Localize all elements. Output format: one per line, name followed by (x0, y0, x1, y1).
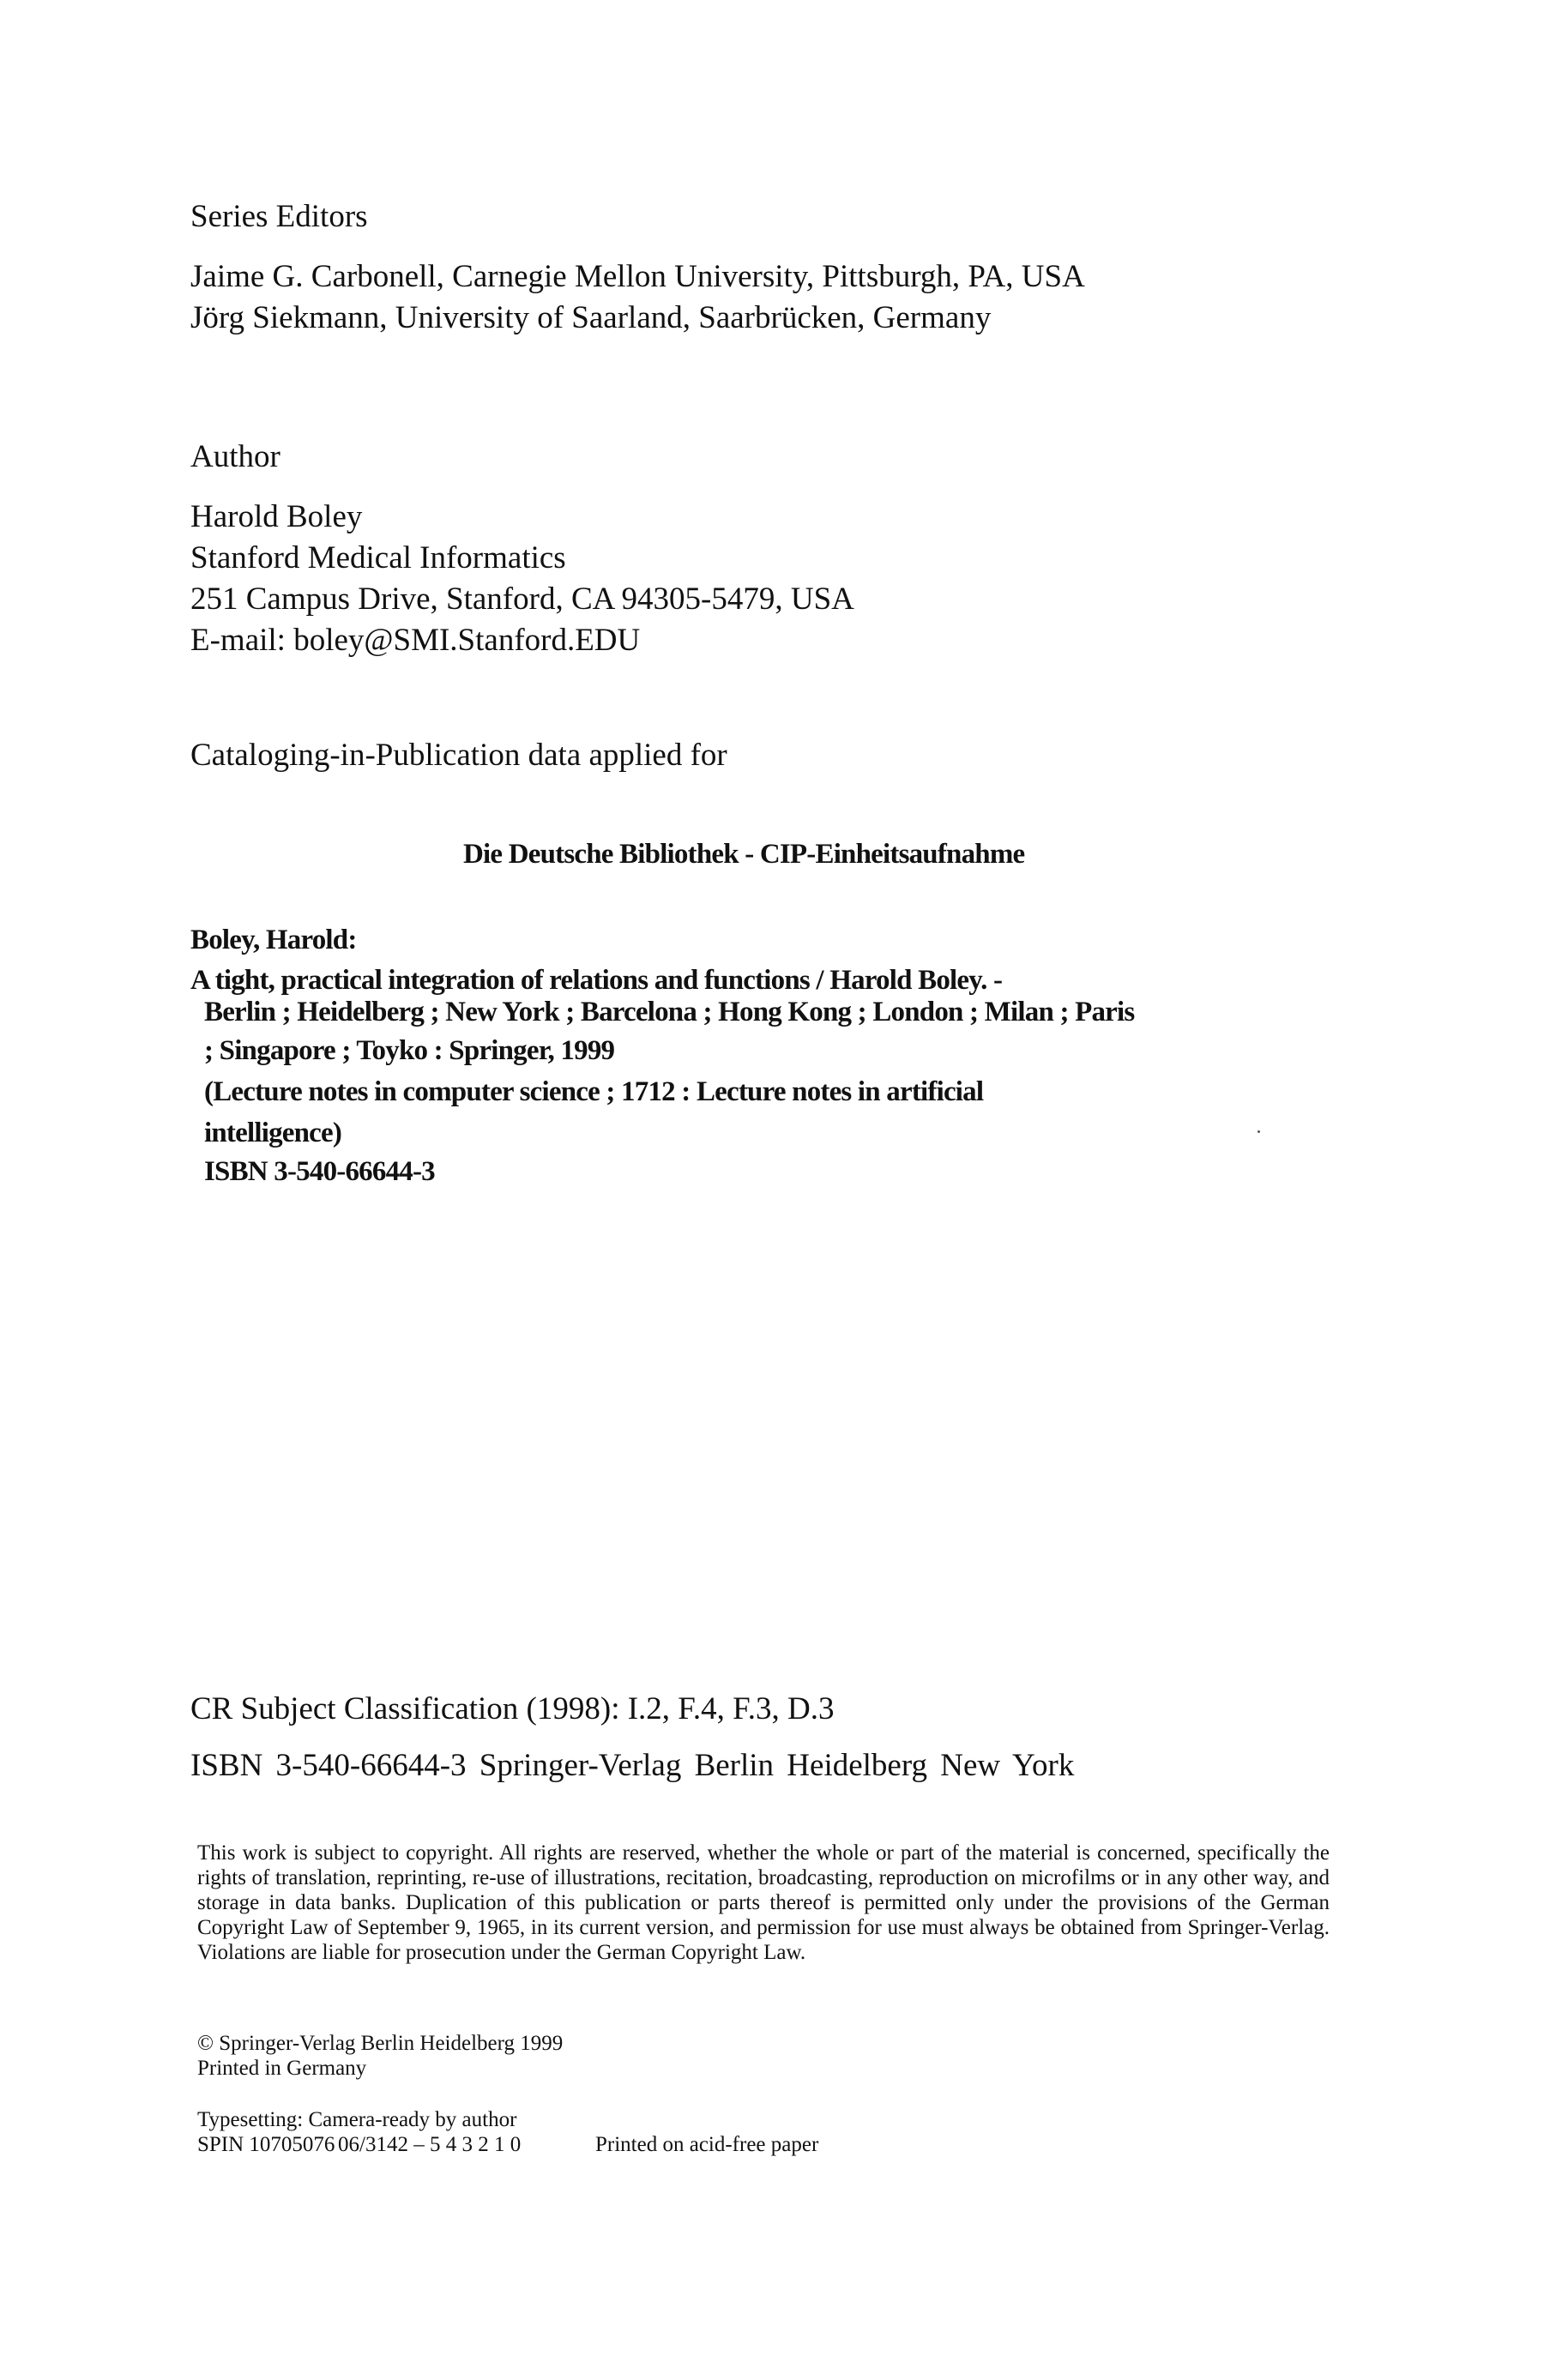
cip-header: Die Deutsche Bibliothek - CIP-Einheitsaufnahme (463, 839, 1025, 870)
paper-note: Printed on acid-free paper (595, 2133, 819, 2156)
cr-subject-classification: CR Subject Classification (1998): I.2, F.4, F.3, D.3 (190, 1691, 835, 1726)
spin-number: 06/3142 – 5 4 3 2 1 0 (338, 2133, 522, 2156)
typesetting-note: Typesetting: Camera-ready by author (197, 2108, 517, 2131)
copyright-notice: © Springer-Verlag Berlin Heidelberg 1999 (197, 2032, 564, 2055)
cip-places-line: Berlin ; Heidelberg ; New York ; Barcelona ; Hong Kong ; London ; Milan ; Paris (204, 997, 1135, 1027)
author-address: 251 Campus Drive, Stanford, CA 94305-5479, USA (190, 581, 854, 617)
cip-title-line: A tight, practical integration of relations and functions / Harold Boley. - (190, 965, 1003, 996)
printed-in: Printed in Germany (197, 2057, 367, 2080)
author-name: Harold Boley (190, 499, 363, 534)
cip-places-line-2: ; Singapore ; Toyko : Springer, 1999 (204, 1035, 615, 1066)
author-heading: Author (190, 439, 280, 474)
speck-mark (1258, 1130, 1260, 1133)
author-email: E-mail: boley@SMI.Stanford.EDU (190, 623, 641, 658)
spin-code: SPIN 10705076 (197, 2133, 335, 2156)
cip-series-line: (Lecture notes in computer science ; 1712 : Lecture notes in artificial (204, 1076, 984, 1107)
cip-series-line-2: intelligence) (204, 1118, 342, 1148)
isbn-publisher-line: ISBN 3-540-66644-3 Springer-Verlag Berlin Heidelberg New York (190, 1748, 1075, 1783)
spin-row (197, 2132, 818, 2157)
author-affiliation: Stanford Medical Informatics (190, 540, 566, 575)
series-editor-line: Jaime G. Carbonell, Carnegie Mellon University, Pittsburgh, PA, USA (190, 259, 1085, 294)
copyright-paragraph: This work is subject to copyright. All rights are reserved, whether the whole or part of the material is concerned, specifically the rights of translation, reprinting, re-use of illustrations, recitation, broadcasting, reproduction on microfilms or in any other way, and storage in data banks. Duplication of this publication or parts thereof is permitted only under the provisions of the German Copyright Law of September 9, 1965, in its current version, and permission for use must always be obtained from Springer-Verlag. Violations are liable for prosecution under the German Copyright Law. (197, 1841, 1330, 1964)
cip-author-name: Boley, Harold: (190, 925, 357, 955)
cip-isbn: ISBN 3-540-66644-3 (204, 1156, 435, 1187)
series-editors-heading: Series Editors (190, 199, 368, 234)
series-editor-line: Jörg Siekmann, University of Saarland, Saarbrücken, Germany (190, 300, 992, 335)
cip-note: Cataloging-in-Publication data applied for (190, 738, 727, 773)
